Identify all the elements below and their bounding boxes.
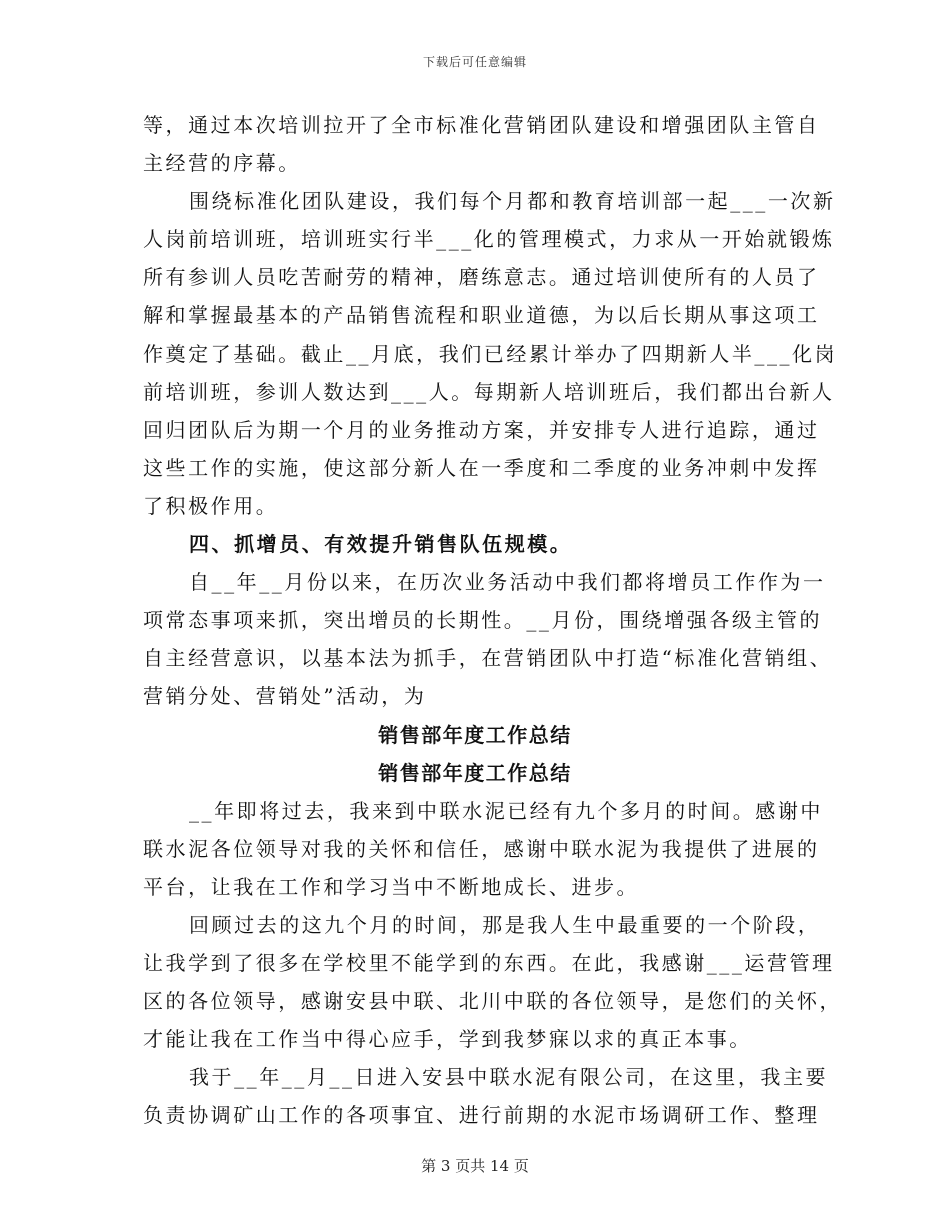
- body-line: 区的各位领导，感谢安县中联、北川中联的各位领导，是您们的关怀，: [143, 989, 843, 1014]
- body-line: 营销分处、营销处”活动，为: [143, 684, 427, 709]
- body-line: 负责协调矿山工作的各项事宜、进行前期的水泥市场调研工作、整理: [143, 1103, 820, 1128]
- body-line: 回归团队后为期一个月的业务推动方案，并安排专人进行追踪，通过: [143, 417, 820, 442]
- body-line: 等，通过本次培训拉开了全市标准化营销团队建设和增强团队主管自: [143, 113, 820, 137]
- body-line: 作奠定了基础。截止__月底，我们已经累计举办了四期新人半___化岗: [143, 341, 838, 366]
- body-line: 平台，让我在工作和学习当中不断地成长、进步。: [143, 874, 640, 899]
- body-line: 回顾过去的这九个月的时间，那是我人生中最重要的一个阶段，: [189, 912, 821, 937]
- body-line: 联水泥各位领导对我的关怀和信任，感谢中联水泥为我提供了进展的: [143, 836, 820, 861]
- body-line: 所有参训人员吃苦耐劳的精神，磨练意志。通过培训使所有的人员了: [143, 265, 820, 290]
- body-line: 了积极作用。: [143, 493, 279, 518]
- body-line: 让我学到了很多在学校里不能学到的东西。在此，我感谢___运营管理: [143, 951, 835, 976]
- body-line: 自__年__月份以来，在历次业务活动中我们都将增员工作作为一: [189, 570, 826, 595]
- page-header: 下载后可任意编辑: [422, 55, 527, 69]
- body-line: 自主经营意识，以基本法为抓手，在营销团队中打造“标准化营销组、: [143, 646, 833, 671]
- document-body: [143, 106, 843, 1135]
- body-line: 解和掌握最基本的产品销售流程和职业道德，为以后长期从事这项工: [143, 303, 820, 328]
- document-title: 销售部年度工作总结: [378, 722, 572, 747]
- body-line: 才能让我在工作当中得心应手，学到我梦寐以求的真正本事。: [143, 1027, 752, 1052]
- body-line: 主经营的序幕。: [143, 151, 301, 176]
- body-line: 我于__年__月__日进入安县中联水泥有限公司，在这里，我主要: [189, 1065, 829, 1090]
- section-heading: 四、抓增员、有效提升销售队伍规模。: [189, 532, 573, 557]
- body-line: 前培训班，参训人数达到___人。每期新人培训班后，我们都出台新人: [143, 379, 835, 404]
- page-footer: 第 3 页共 14 页: [421, 1157, 529, 1175]
- document-title: 销售部年度工作总结: [378, 760, 572, 785]
- body-line: __年即将过去，我来到中联水泥已经有九个多月的时间。感谢中: [189, 798, 823, 823]
- body-line: 项常态事项来抓，突出增员的长期性。__月份，围绕增强各级主管的: [143, 608, 823, 633]
- body-line: 人岗前培训班，培训班实行半___化的管理模式，力求从一开始就锻炼: [143, 227, 835, 252]
- body-line: 围绕标准化团队建设，我们每个月都和教育培训部一起___一次新: [189, 189, 836, 214]
- body-line: 这些工作的实施，使这部分新人在一季度和二季度的业务冲刺中发挥: [143, 455, 820, 480]
